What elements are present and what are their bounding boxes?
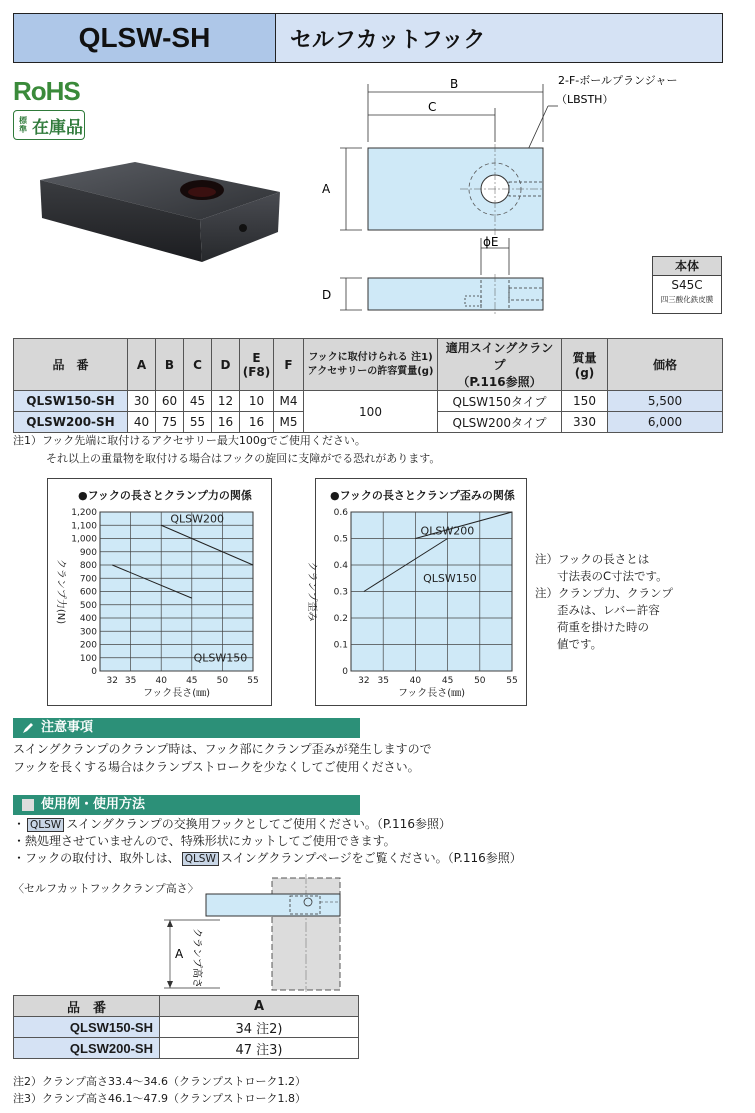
cell-mass: 150: [562, 391, 608, 412]
x-tick-label: 32: [106, 676, 118, 686]
x-tick-label: 50: [474, 676, 486, 686]
th-acc-2: アクセサリーの許容質量(g): [307, 365, 434, 377]
cell-name: QLSW150-SH: [14, 391, 128, 412]
y-tick-label: 1,000: [71, 534, 97, 545]
series-label: QLSW200: [420, 524, 475, 538]
x-tick-label: 40: [155, 676, 167, 686]
series-label: QLSW150: [193, 651, 248, 665]
x-tick-label: 40: [409, 676, 422, 686]
cell-F: M5: [274, 412, 304, 433]
graph-note-1: 注）フックの長さとは: [535, 552, 650, 566]
y-tick-label: 0: [91, 667, 97, 677]
th2-A: A: [160, 996, 359, 1017]
y-tick-label: 700: [79, 574, 97, 585]
spec-table: [13, 338, 723, 433]
graph-note-2b: 歪みは、レバー許容: [557, 603, 660, 617]
graph-note-2d: 値です。: [557, 637, 603, 651]
th-mass-2: (g): [574, 366, 595, 380]
material-header: 本体: [653, 257, 721, 276]
stock-badge-text: 在庫品: [32, 117, 83, 138]
x-tick-label: 35: [124, 676, 137, 686]
th-clamp: [438, 339, 562, 391]
th-E-tol: (F8): [242, 364, 271, 379]
y-tick-label: 0.5: [333, 534, 348, 545]
height-table: [13, 995, 359, 1059]
graph-title-strain: ●フックの長さとクランプ歪みの関係: [330, 489, 515, 502]
y-tick-label: 0.1: [333, 640, 348, 651]
usage-line-2: ・熱処理させていませんので、特殊形状にカットしてご使用できます。: [13, 834, 396, 848]
y-tick-label: 800: [79, 561, 97, 571]
height-dim-A: A: [175, 947, 184, 961]
y-tick-label: 200: [79, 640, 97, 651]
y-tick-label: 0.4: [333, 561, 348, 571]
th-accessory: [304, 339, 438, 391]
cell-A: 47 注3): [160, 1038, 359, 1059]
th-acc-1: フックに取付けられる 注1): [308, 351, 433, 363]
th-mass: [562, 339, 608, 391]
cell-mass: 330: [562, 412, 608, 433]
y-tick-label: 0: [342, 667, 348, 677]
y-tick-label: 0.2: [333, 614, 348, 624]
usage-line-3: [13, 850, 522, 867]
chart-clamp-strain: [306, 478, 527, 706]
y-tick-label: 100: [79, 653, 97, 664]
caution-title: 注意事項: [41, 720, 94, 735]
material-value: S45C: [671, 278, 703, 292]
table-row: [14, 1017, 359, 1038]
th-name: 品 番: [14, 339, 128, 391]
cell-E: 16: [240, 412, 274, 433]
y-tick-label: 900: [79, 547, 97, 558]
footnote-2: 注2）クランプ高さ33.4～34.6（クランプストローク1.2）: [13, 1075, 307, 1088]
dim-B: B: [450, 77, 459, 91]
x-tick-label: 55: [506, 676, 518, 686]
cell-price: 6,000: [608, 412, 723, 433]
cell-D: 12: [212, 391, 240, 412]
graph-title-force: ●フックの長さとクランプ力の関係: [78, 489, 252, 502]
pen-icon: [21, 721, 35, 735]
x-tick-label: 45: [441, 676, 454, 686]
plunger-label: 2-F-ボールプランジャー: [558, 74, 678, 87]
th-clamp-2: （P.116参照）: [457, 375, 542, 389]
th-E: [240, 339, 274, 391]
series-label: QLSW150: [423, 572, 477, 586]
y-tick-label: 0.6: [333, 508, 348, 518]
cell-D: 16: [212, 412, 240, 433]
th-clamp-1: 適用スイングクランプ: [445, 341, 554, 372]
series-label: QLSW200: [170, 512, 225, 526]
stock-badge: [13, 110, 85, 140]
th-price: 価格: [608, 339, 723, 391]
cell-name: QLSW200-SH: [14, 1038, 160, 1059]
x-tick-label: 50: [216, 676, 229, 686]
usage-line-3-post: スイングクランプページをご覧ください。（P.116参照）: [220, 851, 522, 865]
caution-section-header: [13, 718, 360, 738]
qlsw-tag: QLSW: [182, 852, 219, 866]
product-name: セルフカットフック: [276, 14, 722, 62]
usage-title: 使用例・使用方法: [41, 797, 146, 812]
cell-B: 60: [156, 391, 184, 412]
cell-A: 34 注2): [160, 1017, 359, 1038]
dim-C: C: [428, 100, 437, 114]
y-tick-label: 1,200: [71, 508, 97, 518]
y-tick-label: 300: [79, 627, 97, 638]
footnote-3: 注3）クランプ高さ46.1～47.9（クランプストローク1.8）: [13, 1092, 307, 1105]
y-axis-label: クランプ歪み: [306, 561, 317, 622]
height-caption: 〈セルフカットフッククランプ高さ〉: [13, 882, 199, 895]
rohs-logo: RoHS: [13, 76, 80, 106]
th-D: D: [212, 339, 240, 391]
cell-clamp: QLSW150タイプ: [438, 391, 562, 412]
graph-note-1b: 寸法表のC寸法です。: [557, 569, 668, 583]
title-bar: [13, 13, 723, 63]
note-1-cont: それ以上の重量物を取付ける場合はフックの旋回に支障がでる恐れがあります。: [46, 452, 441, 465]
y-tick-label: 400: [79, 614, 97, 624]
x-tick-label: 45: [186, 676, 198, 686]
th-B: B: [156, 339, 184, 391]
plunger-code: （LBSTH）: [556, 93, 614, 106]
chart-clamp-force: [47, 478, 272, 706]
cell-accessory: 100: [304, 391, 438, 433]
cell-A: 40: [128, 412, 156, 433]
qlsw-tag: QLSW: [27, 818, 64, 832]
material-finish: 四三酸化鉄皮膜: [660, 295, 714, 304]
th-E-label: E: [252, 350, 261, 365]
dim-A: A: [322, 182, 331, 196]
th-C: C: [184, 339, 212, 391]
dim-E: ϕE: [483, 235, 499, 249]
caution-line-2: フックを長くする場合はクランプストロークを少なくしてご使用ください。: [13, 760, 420, 774]
stock-badge-small: 標準: [19, 116, 27, 134]
x-axis-label: フック長さ(㎜): [397, 688, 466, 699]
th-mass-1: 質量: [572, 351, 597, 365]
clamp-height-drawing: [160, 872, 350, 994]
cell-F: M4: [274, 391, 304, 412]
product-photo: [30, 150, 290, 280]
cell-B: 75: [156, 412, 184, 433]
x-tick-label: 35: [377, 676, 389, 686]
cell-name: QLSW150-SH: [14, 1017, 160, 1038]
note-1: 注1）フック先端に取付けるアクセサリー最大100gでご使用ください。: [13, 434, 366, 447]
y-tick-label: 600: [79, 587, 97, 598]
usage-line-1-text: スイングクランプの交換用フックとしてご使用ください。（P.116参照）: [66, 817, 451, 831]
th-A: A: [128, 339, 156, 391]
th-F: F: [274, 339, 304, 391]
x-axis-label: フック長さ(㎜): [142, 688, 211, 699]
cell-clamp: QLSW200タイプ: [438, 412, 562, 433]
product-model: QLSW-SH: [14, 14, 276, 62]
x-tick-label: 55: [247, 676, 259, 686]
cell-price: 5,500: [608, 391, 723, 412]
material-box: [652, 256, 722, 314]
graph-note-2: 注）クランプ力、クランプ: [535, 586, 673, 600]
table-row: [14, 391, 723, 412]
cell-C: 55: [184, 412, 212, 433]
y-axis-label: クランプ力(N): [55, 558, 66, 625]
cell-C: 45: [184, 391, 212, 412]
th2-name: 品 番: [14, 996, 160, 1017]
y-tick-label: 1,100: [71, 521, 97, 532]
y-tick-label: 500: [79, 600, 97, 611]
usage-section-header: [13, 795, 360, 815]
cell-E: 10: [240, 391, 274, 412]
usage-line-3-pre: ・フックの取付け、取外しは、: [13, 851, 180, 865]
clamp-height-label: クランプ高さ: [191, 928, 202, 988]
dim-D: D: [322, 288, 332, 302]
caution-line-1: スイングクランプのクランプ時は、フック部にクランプ歪みが発生しますので: [13, 742, 432, 756]
cell-A: 30: [128, 391, 156, 412]
square-icon: [21, 798, 35, 812]
table-row: [14, 1038, 359, 1059]
y-tick-label: 0.3: [333, 587, 348, 598]
graph-note-2c: 荷重を掛けた時の: [557, 620, 649, 634]
x-tick-label: 32: [358, 676, 370, 686]
usage-line-1: ・ QLSW スイングクランプの交換用フックとしてご使用ください。（P.116参照）: [13, 817, 451, 831]
cell-name: QLSW200-SH: [14, 412, 128, 433]
